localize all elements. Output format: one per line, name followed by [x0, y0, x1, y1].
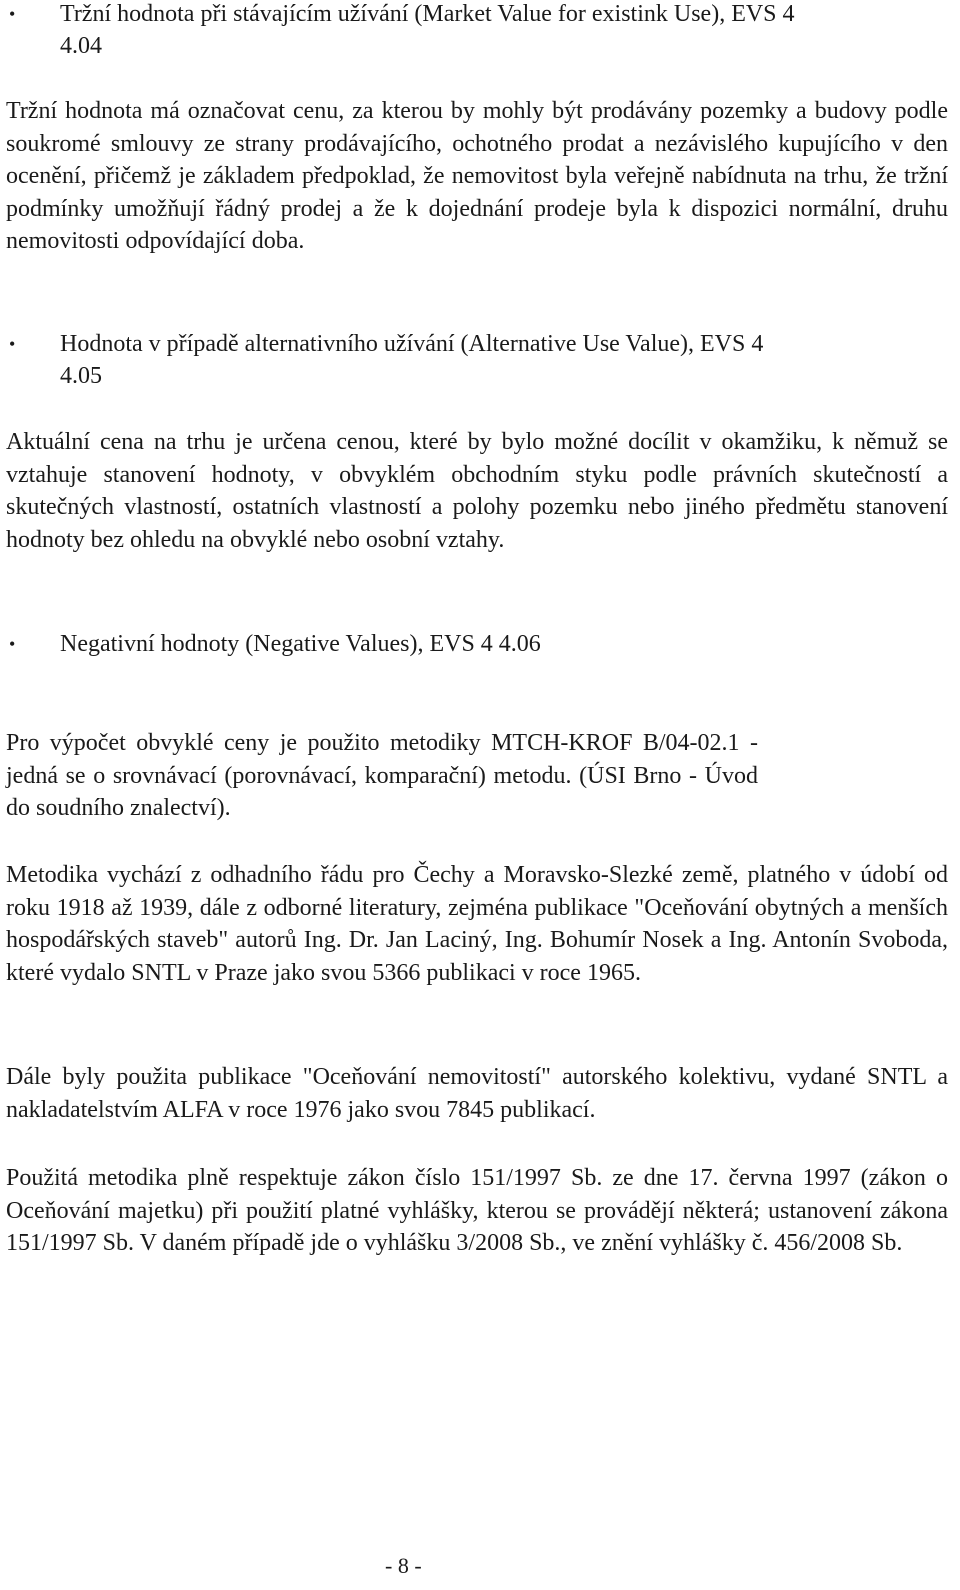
paragraph: Metodika vychází z odhadního řádu pro Čechy a Moravsko-Slezké země, platného v údobí od roku 1918 až 1939, dále z odborné literatury, zejména publikace "Oceňování obytných a menších hospodářských staveb" autorů Ing. Dr. Jan Laciný, Ing. Bohumír Nosek a Ing. Antonín Svoboda, které vydalo SNTL v Praze jako svou 5366 publikaci v roce 1965. [6, 862, 948, 986]
paragraph: Tržní hodnota má označovat cenu, za kterou by mohly být prodávány pozemky a budovy podle soukromé smlouvy ze strany prodávajícího, ochotného prodat a nezávislého kupujícího v den ocenění, přičemž je základem předpoklad, že nemovitost byla veřejně nabídnuta na trhu, že tržní podmínky umožňují řádný prodej a že k dojednání prodeje byla k dispozici normální, druhu nemovitosti odpovídající doba. [6, 98, 948, 254]
bullet-text: Hodnota v případě alternativního užívání (Alternative Use Value), EVS 4 [60, 331, 764, 357]
bullet-dot: • [9, 4, 16, 24]
page-number: - 8 - [385, 1553, 422, 1578]
bullet-text-continuation: 4.05 [60, 363, 102, 389]
bullet-item [0, 628, 952, 660]
bullet-text-continuation: 4.04 [60, 33, 102, 59]
bullet-item [0, 0, 952, 62]
paragraph: Aktuální cena na trhu je určena cenou, které by bylo možné docílit v okamžiku, k němuž se vztahuje stanovení hodnoty, v obvyklém obchodním styku podle právních skutečností a skutečných vlastností, ostatních vlastností a polohy pozemku nebo jiného předmětu stanovení hodnoty bez ohledu na obvyklé nebo osobní vztahy. [6, 429, 948, 553]
paragraph: Použitá metodika plně respektuje zákon číslo 151/1997 Sb. ze dne 17. června 1997 (zákon o Oceňování majetku) při použití platné vyhlášky, kterou se provádějí některá; ustanovení zákona 151/1997 Sb. V daném případě jde o vyhlášku 3/2008 Sb., ve znění vyhlášky č. 456/2008 Sb. [6, 1165, 948, 1256]
paragraph: Dále byly použita publikace "Oceňování nemovitostí" autorského kolektivu, vydané SNTL a nakladatelstvím ALFA v roce 1976 jako svou 7845 publikací. [6, 1064, 948, 1123]
bullet-dot: • [9, 334, 16, 354]
bullet-text: Tržní hodnota při stávajícím užívání (Market Value for existink Use), EVS 4 [60, 1, 795, 27]
bullet-item [0, 328, 952, 392]
bullet-dot: • [9, 634, 16, 654]
paragraph: Pro výpočet obvyklé ceny je použito metodiky MTCH-KROF B/04-02.1 - jedná se o srovnávací (porovnávací, komparační) metodu. (ÚSI Brno - Úvod do soudního znalectví). [6, 730, 758, 821]
bullet-text: Negativní hodnoty (Negative Values), EVS 4 4.06 [60, 631, 541, 657]
